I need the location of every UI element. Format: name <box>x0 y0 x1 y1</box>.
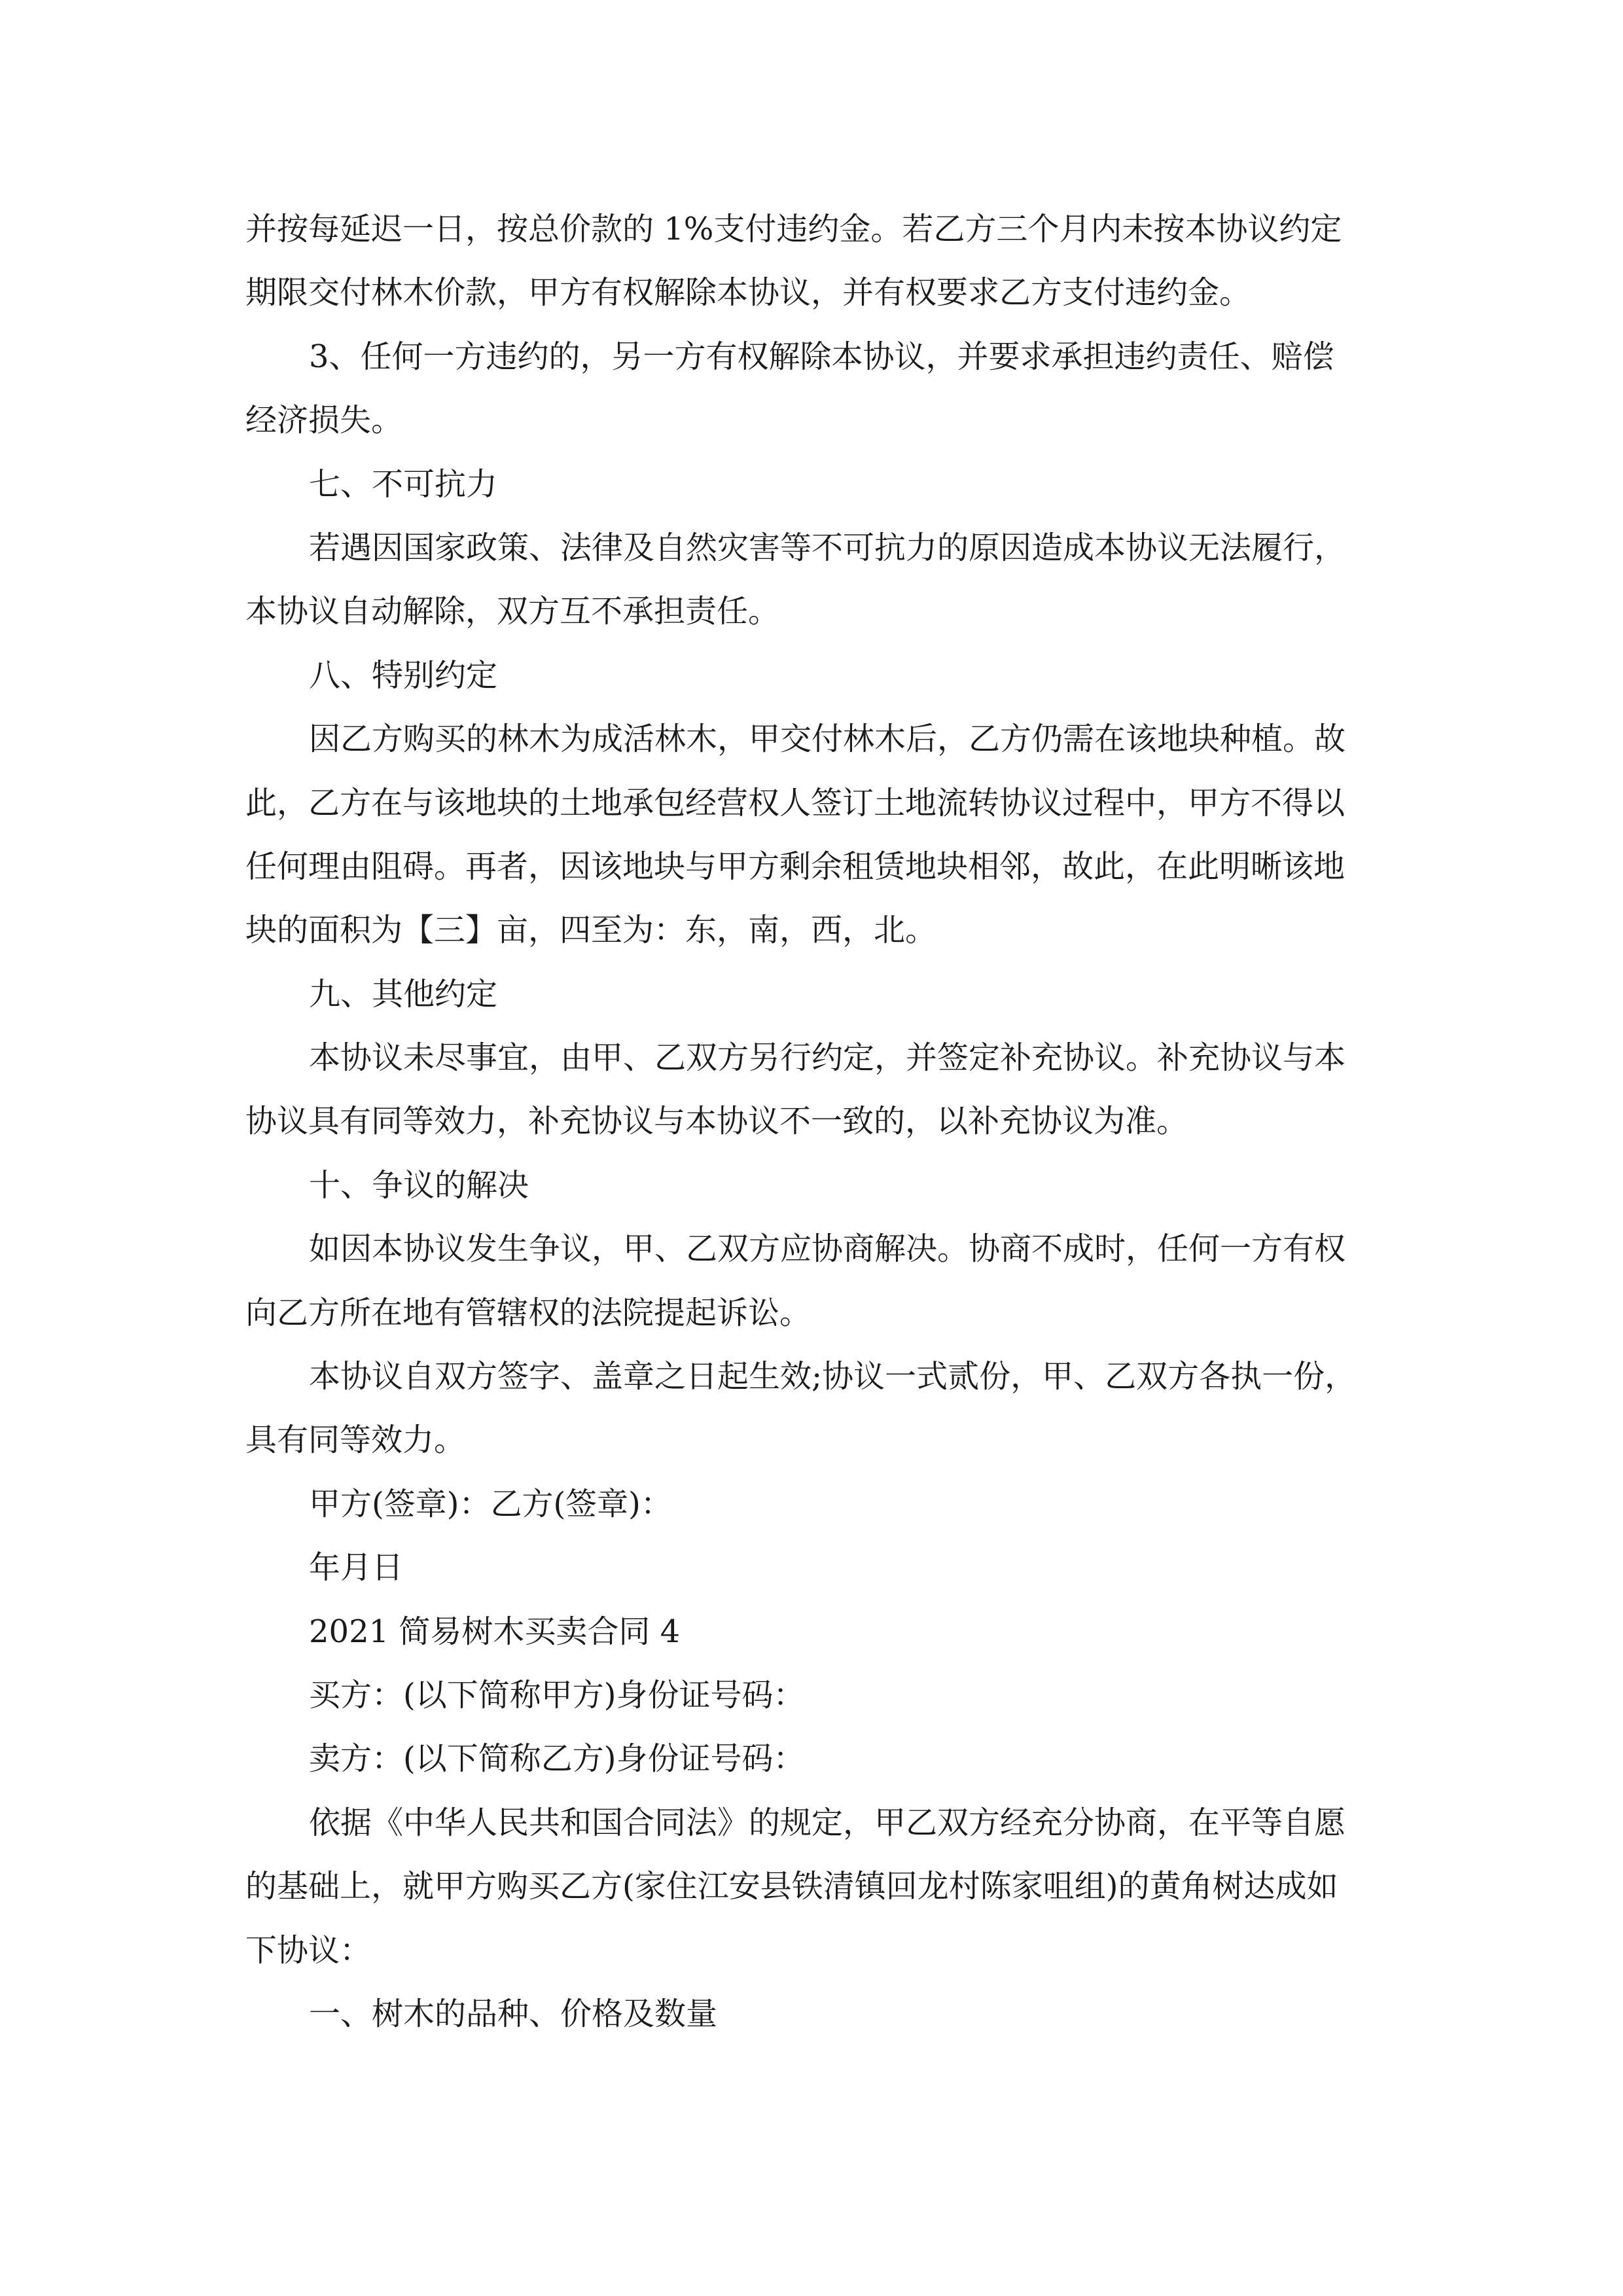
section-heading-force-majeure: 七、不可抗力 <box>309 465 498 503</box>
body-text-line: 块的面积为【三】亩，四至为：东，南，西，北。 <box>245 912 937 949</box>
section-heading-special-terms: 八、特别约定 <box>309 656 498 694</box>
body-text-line: 本协议未尽事宜，由甲、乙双方另行约定，并签定补充协议。补充协议与本 <box>309 1039 1346 1077</box>
body-text-line: 若遇因国家政策、法律及自然灾害等不可抗力的原因造成本协议无法履行， <box>309 529 1346 566</box>
body-text-line: 任何理由阻碍。再者，因该地块与甲方剩余租赁地块相邻，故此，在此明晰该地 <box>245 848 1346 885</box>
body-text-line: 此，乙方在与该地块的土地承包经营权人签订土地流转协议过程中，甲方不得以 <box>245 784 1346 821</box>
document-page <box>245 198 1381 2046</box>
body-text-line: 向乙方所在地有管辖权的法院提起诉讼。 <box>245 1294 812 1331</box>
body-text-line: 并按每延迟一日，按总价款的 1%支付违约金。若乙方三个月内未按本协议约定 <box>245 211 1342 247</box>
signature-line: 甲方(签章)：乙方(签章)： <box>309 1485 672 1522</box>
body-text-line: 经济损失。 <box>245 402 403 439</box>
clause-3-text: 3、任何一方违约的，另一方有权解除本协议，并要求承担违约责任、赔偿 <box>309 338 1334 375</box>
seller-line: 卖方：(以下简称乙方)身份证号码： <box>309 1740 805 1778</box>
body-text-line: 本协议自双方签字、盖章之日起生效;协议一式贰份，甲、乙双方各执一份， <box>309 1358 1357 1395</box>
section-heading-tree-details: 一、树木的品种、价格及数量 <box>309 1995 718 2032</box>
body-text-line: 如因本协议发生争议，甲、乙双方应协商解决。协商不成时，任何一方有权 <box>309 1230 1346 1268</box>
body-text-line: 因乙方购买的林木为成活林木，甲交付林木后，乙方仍需在该地块种植。故 <box>309 721 1346 758</box>
contract-title: 2021 简易树木买卖合同 4 <box>309 1613 681 1650</box>
body-text-line: 下协议： <box>245 1931 372 1969</box>
body-text-line: 本协议自动解除，双方互不承担责任。 <box>245 593 780 630</box>
section-heading-other-terms: 九、其他约定 <box>309 975 498 1013</box>
body-text-line: 协议具有同等效力，补充协议与本协议不一致的，以补充协议为准。 <box>245 1103 1188 1140</box>
section-heading-dispute-resolution: 十、争议的解决 <box>309 1166 529 1204</box>
body-text-line: 期限交付林木价款，甲方有权解除本协议，并有权要求乙方支付违约金。 <box>245 274 1251 312</box>
body-text-line: 具有同等效力。 <box>245 1422 466 1459</box>
date-line: 年月日 <box>309 1549 404 1587</box>
buyer-line: 买方：(以下简称甲方)身份证号码： <box>309 1676 805 1713</box>
body-text-line: 的基础上，就甲方购买乙方(家住江安县铁清镇回龙村陈家咀组)的黄角树达成如 <box>245 1868 1338 1905</box>
body-text-line: 依据《中华人民共和国合同法》的规定，甲乙双方经充分协商，在平等自愿 <box>309 1804 1346 1841</box>
